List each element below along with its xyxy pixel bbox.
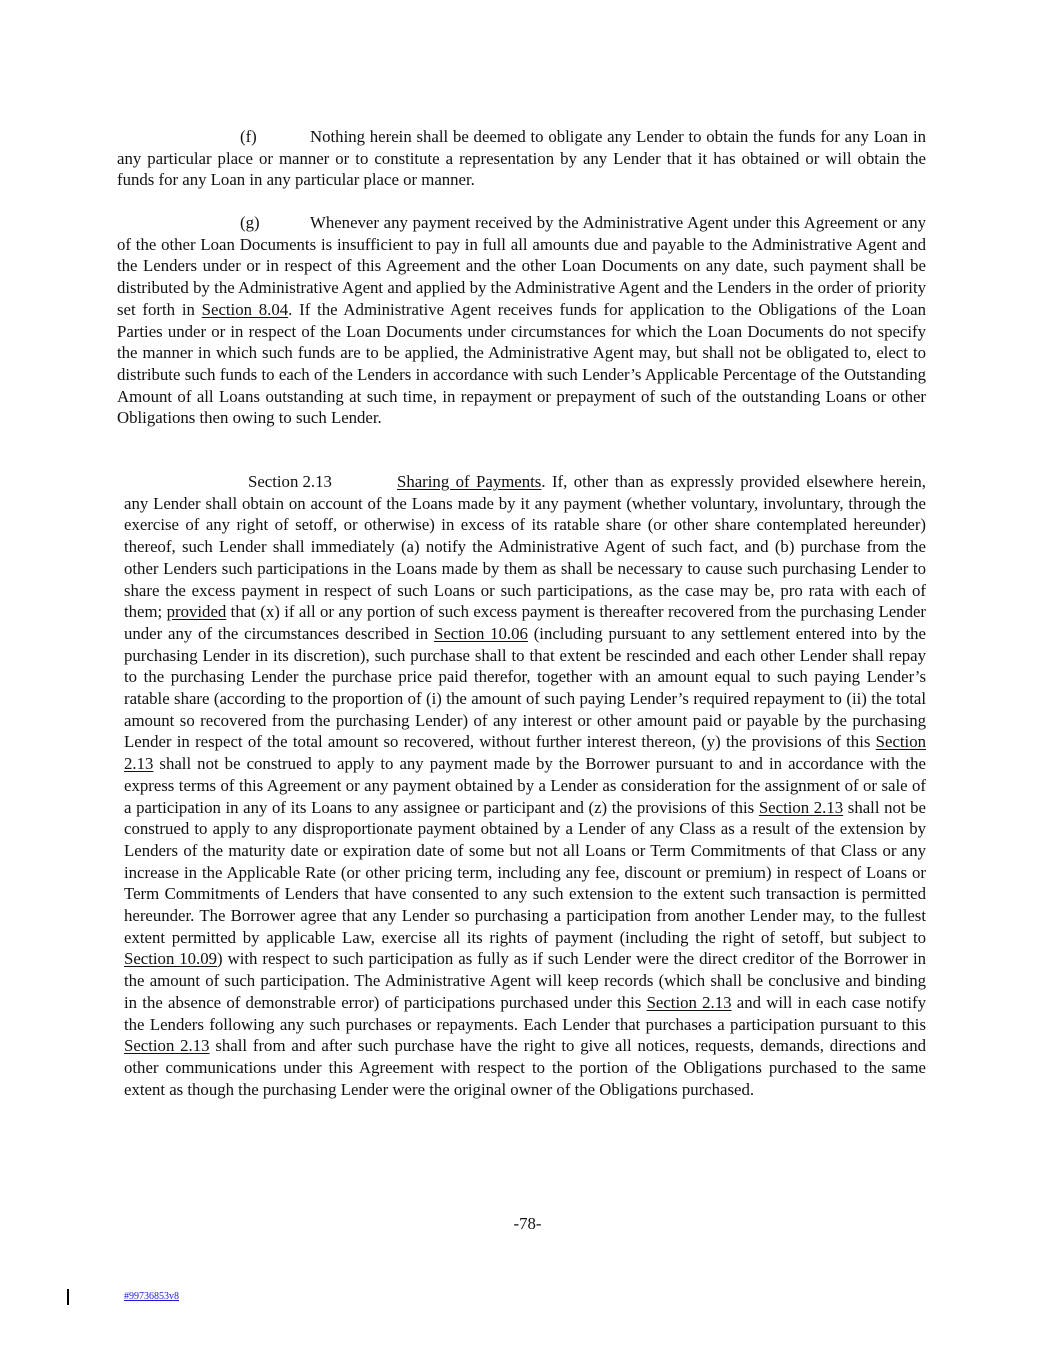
section-2-13 bbox=[124, 471, 926, 1100]
section-text: ) with respect to such participation as fully as if such Lender were the direct creditor of the Borrower in the amount of such participation. The Administrative Agent will keep records (which shall be conclusive and binding in the absence of demonstrable error) of participations purchased under this bbox=[124, 949, 926, 1012]
section-heading: Sharing of Payments bbox=[397, 472, 542, 491]
section-reference-link[interactable]: Section 10.09 bbox=[124, 949, 218, 969]
section-text: . If, other than as expressly provided elsewhere herein, any Lender shall obtain on account of the Loans made by it any payment (whether voluntary, involuntary, through the exercise of any right of setoff, or otherwise) in excess of its ratable share (or other share contemplated hereunder) thereof, such Lender shall immediately (a) notify the Administrative Agent of such fact, and (b) purchase from the other Lenders such participations in the Loans made by them as shall be necessary to cause such purchasing Lender to share the excess payment in respect of such Loans or such participations, as the case may be, pro rata with each of them; bbox=[124, 472, 926, 622]
paragraph-text: . If the Administrative Agent receives funds for application to the Obligations of the Loan Parties under or in respect of the Loan Documents under circumstances for which the Loan Documents do not specify the manner in which such funds are to be applied, the Administrative Agent may, but shall not be obligated to, elect to distribute such funds to each of the Lenders in accordance with such Lender’s Applicable Percentage of the Outstanding Amount of all Loans outstanding at such time, in repayment or prepayment of such of the outstanding Loans or other Obligations then owing to such Lender. bbox=[117, 299, 926, 428]
revision-bar bbox=[67, 1289, 69, 1305]
paragraph-text: Nothing herein shall be deemed to obligate any Lender to obtain the funds for any Loan in any particular place or manner or to constitute a representation by any Lender that it has obtained or will obtain the funds for any Loan in any particular place or manner. bbox=[117, 127, 926, 190]
page-number: -78- bbox=[513, 1214, 542, 1233]
section-text: and will in each case notify the Lenders following any such purchases or repayments. Each Lender that purchases a participation pursuant to this bbox=[124, 992, 926, 1034]
section-text: shall not be construed to apply to any disproportionate payment obtained by a Lender of any Class as a result of the extension by Lenders of the maturity date or expiration date of some but not all Loans or Term Commitments of that Class or any increase in the Applicable Rate (or other pricing term, including any fee, discount or premium) in respect of Loans or Term Commitments of Lenders that have consented to any such extension to the extent such transaction is permitted hereunder. The Borrower agree that any Lender so purchasing a participation from another Lender may, to the fullest extent permitted by applicable Law, exercise all its rights of payment (including the right of setoff, but subject to bbox=[124, 797, 926, 947]
section-reference-link[interactable]: Section 2.13 bbox=[124, 732, 926, 774]
section-reference-link[interactable]: Section 10.06 bbox=[434, 623, 528, 643]
section-text: (including pursuant to any settlement entered into by the purchasing Lender in its discretion), such purchase shall to that extent be rescinded and each other Lender shall repay to the purchasing Lender the purchase price paid therefor, together with an amount equal to such paying Lender’s ratable share (according to the proportion of (i) the amount of such paying Lender’s required repayment to (ii) the total amount so recovered from the purchasing Lender) of any interest or other amount paid or payable by the purchasing Lender in respect of the total amount so recovered, without further interest thereon, (y) the provisions of this bbox=[124, 623, 926, 752]
paragraph-g bbox=[117, 212, 926, 429]
section-number: Section 2.13 bbox=[248, 472, 332, 491]
section-reference-link[interactable]: Section 2.13 bbox=[124, 1036, 210, 1056]
section-text: shall from and after such purchase have the right to give all notices, requests, demands, directions and other communications under this Agreement with respect to the portion of the Obligations purchased to the same extent as though the purchasing Lender were the original owner of the Obligations purchased. bbox=[124, 1036, 926, 1099]
paragraph-f bbox=[117, 126, 926, 191]
paragraph-text: Whenever any payment received by the Administrative Agent under this Agreement or any of the other Loan Documents is insufficient to pay in full all amounts due and payable to the Administrative Agent and the Lenders under or in respect of this Agreement and the other Loan Documents on any date, such payment shall be distributed by the Administrative Agent and applied by the Administrative Agent and the Lenders in the order of priority set forth in bbox=[117, 213, 926, 319]
section-reference-link[interactable]: Section 8.04 bbox=[201, 299, 289, 319]
paragraph-marker: (f) bbox=[240, 127, 257, 146]
section-reference-link[interactable]: Section 2.13 bbox=[758, 797, 844, 817]
provided-term: provided bbox=[166, 602, 227, 622]
section-reference-link[interactable]: Section 2.13 bbox=[646, 992, 732, 1012]
section-text: that (x) if all or any portion of such excess payment is thereafter recovered from the purchasing Lender under any of the circumstances described in bbox=[124, 602, 927, 643]
document-id-link[interactable]: #99736853v8 bbox=[124, 1291, 179, 1302]
section-text: shall not be construed to apply to any payment made by the Borrower pursuant to and in accordance with the express terms of this Agreement or any payment obtained by a Lender as consideration for the assignment of or sale of a participation in any of its Loans to any assignee or participant and (z) the provisions of this bbox=[124, 754, 926, 817]
paragraph-marker: (g) bbox=[240, 213, 260, 232]
